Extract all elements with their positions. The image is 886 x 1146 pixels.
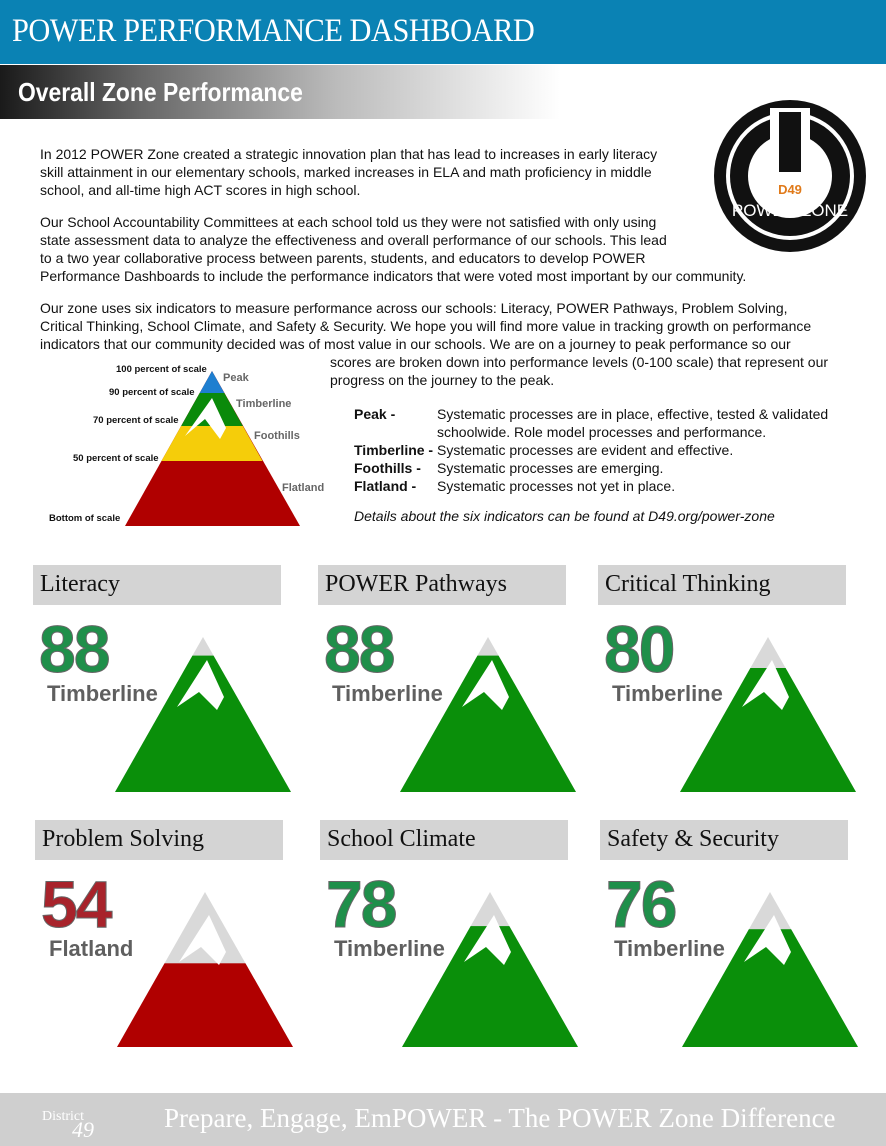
indicator-score: 88 <box>39 612 109 686</box>
indicator-level: Timberline <box>334 936 445 961</box>
scale-label: Bottom of scale <box>49 513 121 524</box>
indicator-level: Timberline <box>612 681 723 706</box>
indicator-card-literacy <box>33 565 313 805</box>
logo-badge: D49 <box>778 182 802 197</box>
level-label: Peak <box>223 372 249 384</box>
level-key: Peak - <box>354 406 396 422</box>
paragraph-line: indicators that our community decided was of most value in our schools. We are on a journey to peak performance so our <box>40 336 791 352</box>
details-note: Details about the six indicators can be found at D49.org/power-zone <box>354 508 775 524</box>
district-49-logo: District 49 <box>42 1109 94 1142</box>
level-definitions <box>354 405 886 495</box>
mountain-icon <box>117 892 293 1048</box>
scale-label: 90 percent of scale <box>109 387 195 398</box>
intro-paragraph-3 <box>40 299 811 353</box>
paragraph-line: state assessment data to analyze the effectiveness and overall performance of our schools. This lead <box>40 232 667 248</box>
mountain-icon <box>400 637 576 793</box>
level-label: Foothills <box>254 430 300 442</box>
indicator-level: Timberline <box>614 936 725 961</box>
mountain-icon <box>115 637 291 793</box>
paragraph-line: Performance Dashboards to include the performance indicators that were voted most important by our community. <box>40 268 747 284</box>
paragraph-line: Our zone uses six indicators to measure performance across our schools: Literacy, POWER Pathways, Problem Solving, <box>40 300 788 316</box>
indicator-score: 54 <box>41 867 111 941</box>
paragraph-line: school, and all-time high ACT scores in high school. <box>40 182 361 198</box>
level-key: Timberline - <box>354 442 434 458</box>
paragraph-line: skill attainment in our elementary schools, marked increases in ELA and math proficiency in middle <box>40 164 652 180</box>
level-definition <box>354 477 886 495</box>
indicator-level: Timberline <box>47 681 158 706</box>
indicator-title: School Climate <box>320 820 568 860</box>
scale-label: 50 percent of scale <box>73 453 159 464</box>
mountain-icon <box>682 892 858 1048</box>
indicator-card-problem-solving <box>35 820 315 1060</box>
indicator-title: POWER Pathways <box>318 565 566 605</box>
power-zone-logo <box>712 98 868 254</box>
indicator-card-power-pathways <box>318 565 598 805</box>
indicator-score: 88 <box>324 612 394 686</box>
paragraph-line: Critical Thinking, School Climate, and Safety & Security. We hope you will find more value in tracking growth on performance <box>40 318 812 334</box>
level-key: Foothills - <box>354 460 421 476</box>
paragraph-line: In 2012 POWER Zone created a strategic innovation plan that has lead to increases in early literacy <box>40 146 658 162</box>
page-title: POWER PERFORMANCE DASHBOARD <box>12 13 535 49</box>
indicator-level: Timberline <box>332 681 443 706</box>
level-key: Flatland - <box>354 478 417 494</box>
indicator-title: Safety & Security <box>600 820 848 860</box>
level-definition <box>354 441 886 459</box>
indicator-title: Problem Solving <box>35 820 283 860</box>
level-desc: Systematic processes are in place, effective, tested & validated schoolwide. Role model processes and performance. <box>437 406 829 440</box>
level-desc: Systematic processes are emerging. <box>437 460 664 476</box>
footer-tagline: Prepare, Engage, EmPOWER - The POWER Zone Difference <box>164 1103 836 1133</box>
indicator-card-safety-security <box>600 820 880 1060</box>
pyramid-foothills <box>161 426 262 461</box>
paragraph-line: scores are broken down into performance levels (0-100 scale) that represent our <box>330 354 829 370</box>
level-definition <box>354 459 886 477</box>
indicator-card-school-climate <box>320 820 600 1060</box>
level-desc: Systematic processes not yet in place. <box>437 478 676 494</box>
intro-paragraph-3-cont <box>330 353 828 389</box>
intro-paragraph-2 <box>40 213 746 285</box>
indicator-level: Flatland <box>49 936 134 961</box>
level-desc: Systematic processes are evident and effective. <box>437 442 734 458</box>
level-label: Timberline <box>236 398 292 410</box>
indicator-title: Literacy <box>33 565 281 605</box>
scale-label: 100 percent of scale <box>116 364 207 375</box>
footer <box>0 1093 886 1146</box>
level-label: Flatland <box>282 482 325 494</box>
level-definition <box>354 405 886 441</box>
intro-paragraph-1 <box>40 145 657 199</box>
paragraph-line: progress on the journey to the peak. <box>330 372 555 388</box>
indicator-score: 80 <box>604 612 674 686</box>
section-title: Overall Zone Performance <box>18 77 303 107</box>
section-bar <box>0 65 560 119</box>
paragraph-line: Our School Accountability Committees at each school told us they were not satisfied with only using <box>40 214 657 230</box>
indicator-title: Critical Thinking <box>598 565 846 605</box>
mountain-icon <box>680 637 856 793</box>
mountain-score-fill <box>117 963 293 1048</box>
indicator-card-critical-thinking <box>598 565 878 805</box>
indicator-score: 78 <box>326 867 396 941</box>
paragraph-line: to a two year collaborative process between parents, students, and educators to develop POWER <box>40 250 646 266</box>
mountain-icon <box>402 892 578 1048</box>
indicator-score: 76 <box>606 867 676 941</box>
scale-label: 70 percent of scale <box>93 415 179 426</box>
title-bar <box>0 0 886 64</box>
logo-text: POWER ZONE <box>731 201 849 220</box>
